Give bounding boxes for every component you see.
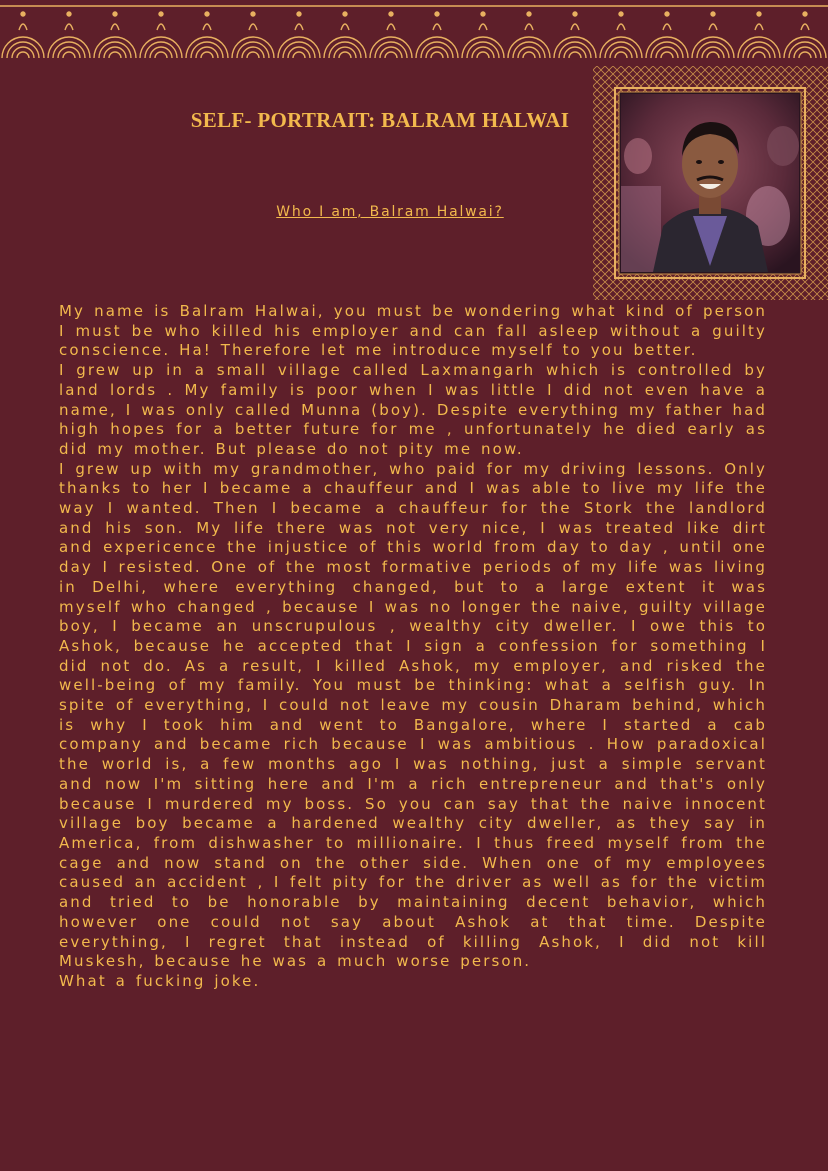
paragraph-1: My name is Balram Halwai, you must be wondering what kind of person I must be who killed his employer and can fall asleep without a guilty conscience. Ha! Therefore let me introduce myself to you better. [59,302,767,360]
top-ornament-border [0,0,828,60]
page-title: SELF- PORTRAIT: BALRAM HALWAI [190,108,570,132]
portrait-frame [593,66,828,300]
portrait-photo [593,66,828,300]
paragraph-4: What a fucking joke. [59,971,261,990]
page-subtitle: Who I am, Balram Halwai? [276,204,504,220]
body-text [59,302,767,992]
paragraph-3: I grew up with my grandmother, who paid for my driving lessons. Only thanks to her I became a chauffeur and I was able to live my life the way I wanted. Then I became a chauffeur for the Stork the landlord and his son. My life there was not very nice, I was treated like dirt and expericence the injustice of this world from day to day , until one day I resisted. One of the most formative periods of my life was living in Delhi, where everything changed, but to a large extent it was myself who changed , because I was no longer the naive, guilty village boy, I became an unscrupulous , wealthy city dweller. I owe this to Ashok, because he accepted that I sign a confession for something I did not do. As a result, I killed Ashok, my employer, and risked the well-being of my family. You must be thinking: what a selfish guy. In spite of everything, I could not leave my cousin Dharam behind, which is why I took him and went to Bangalore, where I started a cab company and became rich because I was ambitious . How paradoxical the world is, a few months ago I was nothing, just a simple servant and now I'm sitting here and I'm a rich entrepreneur and that's only because I murdered my boss. So you can say that the naive innocent village boy became a hardened wealthy city dweller, as they say in America, from dishwasher to millionaire. I thus freed myself from the cage and now stand on the other side. When one of my employees caused an accident , I felt pity for the driver as well as for the victim and tried to be honorable by maintaining decent behavior, which however one could not say about Ashok at that time. Despite everything, I regret that instead of killing Ashok, I did not kill Muskesh, because he was a much worse person. [59,459,767,971]
paragraph-2: I grew up in a small village called Laxmangarh which is controlled by land lords . My family is poor when I was little I did not even have a name, I was only called Munna (boy). Despite everything my father had high hopes for a better future for me , unfortunately he died early as did my mother. But please do not pity me now. [59,361,767,458]
